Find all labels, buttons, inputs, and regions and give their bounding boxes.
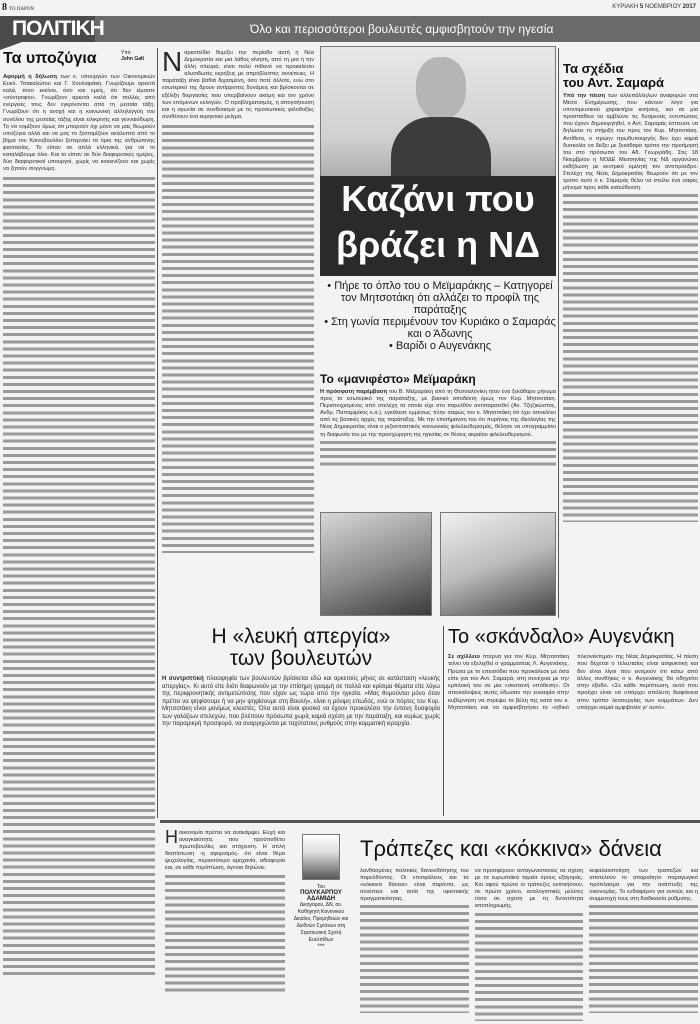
hero-headline: Καζάνι που βράζει η ΝΔ (320, 176, 556, 276)
meimarakis-photo (440, 512, 556, 616)
page-number: 8 ΤΟ ΠΑΡΟΝ (2, 2, 35, 13)
samaras-photo (320, 512, 432, 616)
author-bio: Δικηγόρου, ΔΝ, αν. Καθηγητή Κανονικού Δικαίου, Προμηθειών και Διεθνών Σχέσεων στη Στρατιωτική Σχολή Ευελπίδων (293, 902, 349, 943)
bullet-item: • Στη γωνία περιμένουν τον Κυριάκο ο Σαμαράς και ο Άδωνης (324, 316, 556, 340)
hero-bullets (322, 280, 558, 352)
article-title: Το «σκάνδαλο» Αυγενάκη (448, 626, 675, 648)
article-main (162, 46, 314, 553)
article-body: Η συντριπτική πλειοψηφία των βουλευτών βρίσκεται εδώ και αρκετούς μήνες σε κατάσταση «λευκής απεργίας». Κι αυτό είτε διότι διαφωνούν με την επίσημη γραμμή σε πολλά και κρίσιμα θέματα είτε λόγω της περιφρονητικής αντιμετώπισης που είχαν ως τώρα από την ηγεσία. «Μας θυμούνται μόνο όταν πρέπει να ψηφίσουμε ή να μην ψηφίσουμε στη Βουλή», είναι η μόνιμη επωδός, ενώ οι πόρτες του Κυρ. Μητσοτάκη είναι μονίμως κλειστές. Όλα αυτά είναι φυσικό να έχουν προκαλέσει την έντονη δυσφορία των γαλάζιων στελεχών, που βλέπουν πρόσωπα χωρίς καμιά σχέση με την παράταξη, και κυρίως χωρίς την παραμικρή προσφορά, να αναρριχώνται με ταχύτατους ρυθμούς στην κομματική ιεραρχία. (162, 676, 440, 727)
article-avgenakis (448, 626, 698, 712)
article-title: Τα σχέδια του Αντ. Σαμαρά (563, 61, 665, 90)
article-title: Τράπεζες και «κόκκινα» δάνεια (360, 836, 662, 861)
article-body: αρκοπέδιο θυμίζει την περίοδο αυτή η Νέα Δημοκρατία και μια λάθος κίνηση, από τη μια ή την άλλη πλευρά, είναι πολύ πιθανό να προκαλέσει αλυσιδωτές εκρήξεις με απρόβλεπτες συνέπειες. Η παράταξη είναι βαθιά διχασμένη, όσο ποτέ άλλοτε, ενώ στο εσωτερικό της δρουν αντίρροπες δυνάμεις και βρίσκονται σε εξέλιξη διεργασίες που υπερβαίνουν ακόμη και τον χρόνο των επόμενων εκλογών. Ο προβληματισμός, η απογοήτευση και η αγωνία σε συνδυασμό με τις προσωπικές φιλοδοξίες συνθέτουν ένα εκρηκτικό μείγμα. (162, 50, 314, 120)
article-body: Αφορμή η δήλωση των κ. υπουργών των Οικονομικών Ευκλ. Τσακαλώτου και Γ. Χουλιαράκη. Γνωρίζουμε αρκετά καλά, τόσο εκείνοι, όσο και εμείς, ότι δεν είμαστε «σύντροφοι». Γνωρίζουν αρκετά καλά ότι πολλές από ενέργειές τους δεν εγκρίνονται από τη μεσαία τάξη. Γνωρίζουν ότι η ανοχή και η κοινωνική αλληλεγγύη του συνόλου της μεσαίας τάξης είναι ειλικρινής και γενναιόδωρη. Το να νομίζουν όμως ότι μπορούν όχι μόνο να μας θεωρούν υποζύγια αλλά και να μας το ξεστομίζουν ακάλυπτα από το βήμα του Κοινοβουλίου ξεπερνάει τα όρια της ανθρώπινης φαντασίας. Το είπαν σε απλά ελληνικά, για να το καταλάβουμε όλοι. Και το είπαν σε δύο διαφορετικές ημέρες, δύο διαφορετικοί υπουργοί, χωρίς να κοκκινίζουν και χωρίς να ζητούν συγγνώμη. (3, 74, 156, 173)
person-head (416, 57, 466, 119)
author-photo (302, 834, 340, 880)
article-title: Η «λευκή απεργία» των βουλευτών (211, 625, 391, 670)
article-ypozygia (3, 50, 155, 975)
article-apergia (162, 626, 440, 729)
article-title: Το «μανιφέστο» Μεϊμαράκη (320, 372, 476, 386)
article-body: Σε αχίλλειο πτέρνα για τον Κυρ. Μητσοτάκη τείνει να εξελιχθεί ο γραμματέας Λ. Αυγενάκης. Πρώτα με το επεισόδιο που προκάλεσε με όσα είπε για τον Αντ. Σαμαρά, στη συνέχεια με την εμπλοκή του σε μια «σκοτεινή υπόθεση». Οι αποκαλύψεις αυτές έδωσαν την ευκαιρία στην κυβέρνηση να στρέψει τα βέλη της κατά του κ. Μητσοτάκη και να αμφισβητήσει το «ηθικό πλεονέκτημα» της Νέας Δημοκρατίας. Η πίεση που δέχεται ο τελευταίος είναι ασφυκτική και δεν είναι λίγοι που εκτιμούν ότι κάτω από άλλες συνθήκες ο κ. Αυγενάκης θα οδηγείτο στην έξοδο. «Σε κάθε περίπτωση, αυτό που προέχει είναι να υπάρχει απόλυτη διαφάνεια στον τρόπο λειτουργίας των κομμάτων. Δεν υπάρχει καμιά αμφιβολία γι' αυτό». (448, 654, 698, 712)
article-column: να προσφέρουν ανταγωνιστικούς σε σχέση με τα ευρωπαϊκά ταμεία όρους εξαγοράς. Και αφού πρώτα οι τράπεζες εκποιήσουν, σε πρώτο χρόνο, αναλογιστικές μελέτες τόσο σε σχέση με τη δυνατότητα αποπληρωμής. (474, 868, 584, 910)
issue-date: ΚΥΡΙΑΚΗ 5 ΝΟΕΜΒΡΙΟΥ 2017 (612, 4, 696, 10)
section-divider (160, 820, 700, 823)
article-banks (360, 836, 698, 1021)
author-name: ΠΟΛΥΚΑΡΠΟΥ ΑΔΑΜΙΔΗ (300, 890, 342, 902)
article-column: λανθασμένες πολιτικές δανειοδότησης του παρελθόντος. Οι επισφάλειες και τα «κόκκινα δάνεια» είναι παρόντα, ως συνέπεια και αιτία της υφεσιακής πραγματικότητας. (360, 868, 469, 903)
bullet-item: • Βαρίδι ο Αυγενάκης (388, 340, 492, 352)
bullet-item: • Πήρε το όπλο του ο Μεϊμαράκης – Κατηγορεί τον Μητσοτάκη ότι αλλάζει το προφίλ της παράταξης (327, 280, 553, 316)
section-tagline: Όλο και περισσότεροι βουλευτές αμφισβητούν την ηγεσία (250, 22, 554, 36)
article-meimarakis (320, 372, 556, 467)
author-box: Του ΠΟΛΥΚΑΡΠΟΥ ΑΔΑΜΙΔΗ Δικηγόρου, ΔΝ, αν. Καθηγητή Κανονικού Δικαίου, Προμηθειών και Διεθνών Σχέσεων στη Στρατιωτική Σχολή Ευελπίδων *** (290, 834, 352, 950)
article-body: Η πρόσφατη παρέμβαση του Β. Μεϊμαράκη από τη Θεσσαλονίκη ήταν ένα ξεκάθαρο μήνυμα προς το εσωτερικό της παράταξης, με βασικό αποδέκτη όμως τον Κυρ. Μητσοτάκη. Περιστοιχισμένος από στελέχη τα οποία είχε στο παρελθόν αντιπαρατεθεί (Αν. Τζηζικώστας, Ανδρ. Παπαμιμίκος κ.ά.), εγκάλεσε εμμέσως πλην σαφώς τον κ. Μητσοτάκη ότι έχει αποκλίνει από τις βασικές αρχές της παράταξης. Με την επισήμανση του ότι πυρήνας της ιδεολογίας της Νέας Δημοκρατίας είναι ο ριζοσπαστικός κοινωνικός φιλελευθερισμός, θέλησε να υπογραμμίσει τη διαφωνία του με την προσχώρηση της ηγεσίας σε θέσεις ακραίου φιλελευθερισμού. (320, 389, 556, 438)
person-suit (391, 117, 491, 177)
byline: Υπό John Galt (121, 50, 145, 62)
article-column: κεφαλαιοποίηση των τραπεζών και αποτελούν το απαραίτητο παραγωγικό πρόπλασμα για την ανάπτυξη της οικονομίας. Το ενδιαφέρον για αυτούς και η συμμετοχή τους στη διαδικασία ρύθμισης. (589, 868, 699, 903)
article-title: Τα υποζύγια (3, 50, 97, 67)
section-banner (0, 16, 700, 42)
drop-cap: Ν (162, 46, 183, 77)
article-samaras (563, 62, 698, 522)
article-body: Υπό την πίεση των αλλεπάλληλων αναφορών στα Μέσα Ενημέρωσης, που κάνουν λόγο για υπονομευτικού χαρακτήρα κινήσεις, και σε μια προσπάθεια να αμβλύνει τις δυσμενείς εντυπώσεις που έχουν δημιουργηθεί, ο Αντ. Σαμαράς έσπευσε να δηλώσει τη στήριξή του προς τον Κυρ. Μητσοτάκη. Αντίθετα, ο πρώην πρωθυπουργός δεν έχει καμιά δυσκολία να δείξει με ξεκάθαρο τρόπο την προτίμησή του στο πρόσωπο του Αδ. Γεωργιάδη. Στις 18 Νοεμβρίου η ΝΟΔΕ Μεσσηνίας της ΝΔ οργανώνει εκδήλωση με κεντρικό ομιλητή τον αντιπρόεδρο. Στελέχη της Νέας Δημοκρατίας θεωρούν ότι με τον τρόπο αυτό ο κ. Σαμαράς θέλει να στείλει ένα σαφές μήνυμα προς κάθε κατεύθυνση. (563, 93, 698, 192)
section-title: ΠΟΛΙΤΙΚΗ (12, 17, 104, 40)
banks-intro: Ηοικονομία πρέπει να ανακάμψει. Ευχή και αναγκαιότητα, που προϋποθέτει πρωτοβουλίες και στόχευση. Η απλή διαπίστωση -η αφορισμός- ότι είναι θέμα ψυχολογίας, περισσότερο αμηχανία, αδιαφορία και, σε κάθε περίπτωση, άγνοια δηλώνει. (165, 830, 285, 993)
